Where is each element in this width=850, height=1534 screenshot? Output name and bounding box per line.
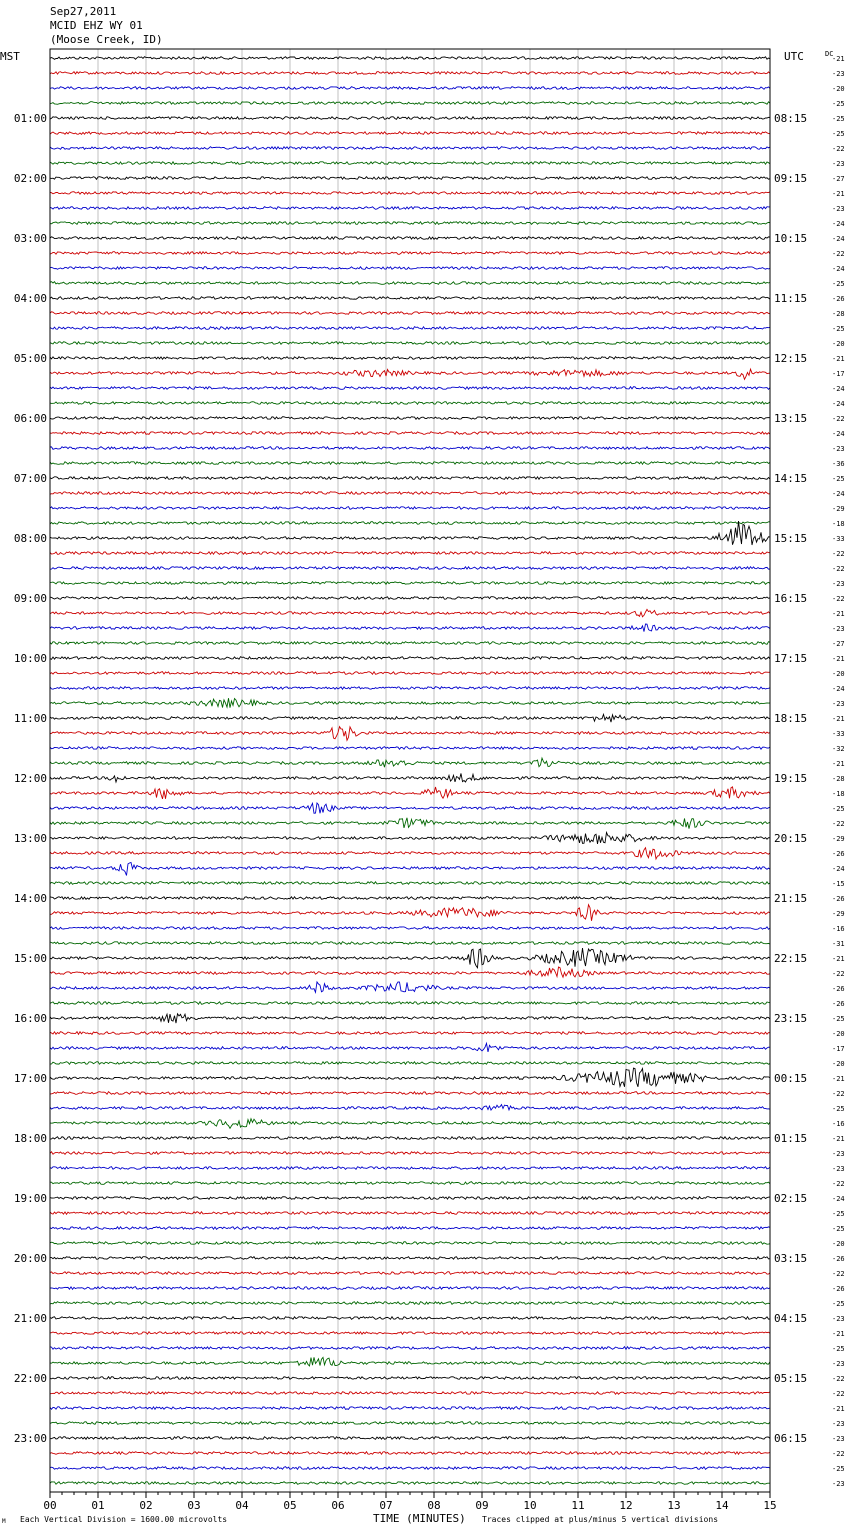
left-hour-label: 19:00 [13,1192,47,1205]
dc-offset-label: -22 [832,415,845,423]
trace-row [50,1068,770,1087]
trace-row [50,609,770,616]
dc-offset-label: -21 [832,1075,845,1083]
trace-row [50,1392,770,1395]
dc-offset-label: -21 [832,355,845,363]
dc-offset-label: -23 [832,1360,845,1368]
dc-offset-label: -23 [832,1420,845,1428]
left-hour-label: 09:00 [13,592,47,605]
x-tick-label: 03 [187,1499,201,1512]
dc-offset-label: -21 [832,760,845,768]
right-hour-label: 01:15 [774,1132,808,1145]
station-location: (Moose Creek, ID) [50,33,163,46]
trace-row [50,818,770,829]
left-hour-label: 13:00 [13,832,47,845]
trace-row [50,357,770,360]
dc-offset-label: -22 [832,1375,845,1383]
dc-offset-label: -22 [832,1270,845,1278]
dc-offset-label: -21 [832,715,845,723]
trace-row [50,1043,770,1052]
right-hour-label: 21:15 [774,892,808,905]
trace-row [50,1014,770,1023]
trace-row [50,1467,770,1470]
x-tick-label: 01 [91,1499,105,1512]
trace-row [50,1227,770,1230]
left-hour-label: 21:00 [13,1312,47,1325]
dc-offset-label: -25 [832,280,845,288]
trace-row [50,1062,770,1065]
trace-row [50,342,770,345]
dc-offset-label: -25 [832,1105,845,1113]
dc-offset-label: -36 [832,460,845,468]
trace-row [50,1272,770,1275]
trace-row [50,642,770,645]
right-hour-label: 18:15 [774,712,808,725]
trace-row [50,1452,770,1455]
left-hour-label: 04:00 [13,292,47,305]
trace-row [50,492,770,495]
dc-offset-label: -22 [832,565,845,573]
station-code: MCID EHZ WY 01 [50,19,143,32]
left-hour-label: 05:00 [13,352,47,365]
minute-gridlines [50,49,770,1492]
trace-row [50,1317,770,1320]
trace-row [50,863,770,876]
dc-offset-label: -23 [832,1165,845,1173]
trace-row [50,967,770,977]
dc-offset-label: -22 [832,1390,845,1398]
dc-offset-label: -32 [832,745,845,753]
right-hour-label: 00:15 [774,1072,808,1085]
trace-row [50,727,770,741]
dc-offset-label: -29 [832,505,845,513]
x-tick-label: 12 [619,1499,633,1512]
x-axis-title: TIME (MINUTES) [373,1512,466,1525]
left-hour-label: 20:00 [13,1252,47,1265]
trace-row [50,1257,770,1260]
dc-offset-label: -20 [832,670,845,678]
right-hour-label: 19:15 [774,772,808,785]
trace-row [50,1347,770,1350]
right-hour-label: 10:15 [774,232,808,245]
dc-offset-label: -16 [832,925,845,933]
dc-offset-label: -25 [832,475,845,483]
dc-offset-label: -26 [832,1000,845,1008]
dc-offset-label: -23 [832,1480,845,1488]
left-timezone-label: MST [0,50,20,63]
right-hour-label: 05:15 [774,1372,808,1385]
x-tick-label: 13 [667,1499,681,1512]
left-hour-label: 03:00 [13,232,47,245]
dc-offset-label: -26 [832,295,845,303]
right-hour-label: 16:15 [774,592,808,605]
left-hour-label: 15:00 [13,952,47,965]
dc-offset-label: -24 [832,220,845,228]
trace-row [50,1137,770,1140]
x-tick-label: 02 [139,1499,153,1512]
dc-offset-label: -17 [832,370,845,378]
left-hour-label: 17:00 [13,1072,47,1085]
trace-row [50,758,770,767]
dc-offset-label: -25 [832,1345,845,1353]
dc-offset-label: -22 [832,145,845,153]
right-hour-label: 03:15 [774,1252,808,1265]
left-hour-label: 12:00 [13,772,47,785]
right-hour-label: 12:15 [774,352,808,365]
axis-labels [14,55,845,1512]
chart-date: Sep27,2011 [50,5,117,18]
dc-offset-label: -25 [832,1300,845,1308]
dc-offset-label: -31 [832,940,845,948]
trace-row [50,1357,770,1366]
trace-row [50,207,770,210]
left-hour-label: 01:00 [13,112,47,125]
trace-row [50,297,770,300]
trace-row [50,222,770,225]
trace-row [50,57,770,60]
dc-offset-label: -21 [832,610,845,618]
trace-row [50,462,770,465]
dc-offset-label: -22 [832,970,845,978]
trace-row [50,192,770,195]
trace-row [50,252,770,255]
dc-offset-label: -24 [832,490,845,498]
x-tick-label: 06 [331,1499,345,1512]
trace-row [50,567,770,570]
seismic-traces [50,57,770,1485]
dc-offset-label: -33 [832,730,845,738]
trace-row [50,714,770,722]
trace-row [50,1119,770,1129]
dc-offset-label: -26 [832,1285,845,1293]
trace-row [50,387,770,390]
trace-row [50,521,770,545]
left-hour-label: 07:00 [13,472,47,485]
dc-offset-label: -24 [832,430,845,438]
dc-offset-label: -25 [832,115,845,123]
trace-row [50,162,770,165]
dc-offset-label: -25 [832,100,845,108]
trace-row [50,507,770,510]
vertical-scale-note: Each Vertical Division = 1600.00 microvolts [20,1515,228,1524]
trace-row [50,402,770,405]
right-timezone-label: UTC [784,50,804,63]
dc-offset-label: -22 [832,250,845,258]
plot-frame [50,49,770,1492]
dc-offset-label: -24 [832,400,845,408]
dc-offset-label: -25 [832,1465,845,1473]
trace-row [50,1212,770,1215]
trace-row [50,369,770,379]
dc-offset-label: -20 [832,1030,845,1038]
dc-offset-label: -21 [832,655,845,663]
dc-offset-label: -24 [832,385,845,393]
x-tick-label: 07 [379,1499,393,1512]
trace-row [50,237,770,240]
right-hour-label: 14:15 [774,472,808,485]
dc-offset-label: -23 [832,625,845,633]
x-tick-label: 11 [571,1499,585,1512]
trace-row [50,1182,770,1185]
dc-offset-label: -25 [832,1210,845,1218]
clipping-note: Traces clipped at plus/minus 5 vertical divisions [482,1515,719,1524]
dc-offset-label: -21 [832,55,845,63]
dc-offset-label: -20 [832,340,845,348]
dc-offset-label: -24 [832,685,845,693]
trace-row [50,87,770,90]
dc-offset-label: -29 [832,910,845,918]
dc-offset-label: -23 [832,70,845,78]
right-hour-label: 06:15 [774,1432,808,1445]
dc-offset-label: -23 [832,445,845,453]
trace-row [50,1407,770,1410]
right-hour-label: 17:15 [774,652,808,665]
dc-offset-label: -23 [832,1435,845,1443]
x-tick-label: 14 [715,1499,729,1512]
right-hour-label: 23:15 [774,1012,808,1025]
dc-offset-label: -23 [832,160,845,168]
dc-offset-label: -23 [832,1315,845,1323]
dc-offset-label: -20 [832,85,845,93]
dc-offset-label: -29 [832,835,845,843]
dc-offset-label: -23 [832,700,845,708]
dc-offset-header: DC [825,50,834,58]
trace-row [50,432,770,435]
left-hour-label: 16:00 [13,1012,47,1025]
trace-row [50,1422,770,1425]
dc-offset-label: -24 [832,235,845,243]
trace-row [50,803,770,813]
trace-row [50,1437,770,1440]
dc-offset-label: -18 [832,790,845,798]
dc-offset-label: -21 [832,1405,845,1413]
dc-offset-label: -22 [832,550,845,558]
x-tick-label: 04 [235,1499,249,1512]
trace-row [50,942,770,945]
dc-offset-label: -26 [832,1255,845,1263]
dc-offset-label: -24 [832,265,845,273]
trace-row [50,117,770,120]
dc-offset-label: -18 [832,520,845,528]
trace-row [50,948,770,968]
dc-offset-label: -22 [832,1450,845,1458]
trace-row [50,672,770,675]
left-hour-label: 10:00 [13,652,47,665]
dc-offset-label: -26 [832,895,845,903]
trace-row [50,477,770,480]
trace-row [50,624,770,632]
left-hour-label: 11:00 [13,712,47,725]
trace-row [50,698,770,708]
trace-row [50,522,770,525]
dc-offset-label: -21 [832,1330,845,1338]
dc-offset-label: -20 [832,1060,845,1068]
trace-row [50,1002,770,1005]
x-tick-label: 08 [427,1499,441,1512]
trace-row [50,312,770,315]
corner-mark: M [2,1518,6,1525]
trace-row [50,1167,770,1170]
trace-row [50,1482,770,1485]
trace-row [50,597,770,600]
dc-offset-label: -23 [832,1150,845,1158]
trace-row [50,773,770,782]
dc-offset-label: -21 [832,190,845,198]
trace-row [50,1332,770,1335]
trace-row [50,552,770,555]
dc-offset-label: -26 [832,850,845,858]
trace-row [50,177,770,180]
trace-row [50,1302,770,1305]
right-hour-label: 22:15 [774,952,808,965]
trace-row [50,882,770,885]
dc-offset-label: -21 [832,955,845,963]
dc-offset-label: -21 [832,1135,845,1143]
x-tick-label: 10 [523,1499,537,1512]
dc-offset-label: -17 [832,1045,845,1053]
dc-offset-label: -16 [832,1120,845,1128]
trace-row [50,848,770,859]
right-hour-label: 09:15 [774,172,808,185]
dc-offset-label: -15 [832,880,845,888]
dc-offset-label: -20 [832,1240,845,1248]
left-hour-label: 02:00 [13,172,47,185]
trace-row [50,1197,770,1200]
dc-offset-label: -22 [832,1090,845,1098]
trace-row [50,417,770,420]
right-hour-label: 02:15 [774,1192,808,1205]
trace-row [50,447,770,450]
trace-row [50,787,770,799]
right-hour-label: 11:15 [774,292,808,305]
dc-offset-label: -33 [832,535,845,543]
trace-row [50,1105,770,1111]
dc-offset-label: -25 [832,130,845,138]
x-tick-label: 05 [283,1499,297,1512]
left-hour-label: 23:00 [13,1432,47,1445]
trace-row [50,1242,770,1245]
dc-offset-label: -25 [832,805,845,813]
x-tick-label: 15 [763,1499,777,1512]
x-tick-label: 09 [475,1499,489,1512]
trace-row [50,747,770,750]
dc-offset-label: -22 [832,820,845,828]
trace-row [50,282,770,285]
dc-offset-label: -28 [832,310,845,318]
dc-offset-label: -24 [832,865,845,873]
left-hour-label: 06:00 [13,412,47,425]
trace-row [50,582,770,585]
right-hour-label: 04:15 [774,1312,808,1325]
right-hour-label: 20:15 [774,832,808,845]
dc-offset-label: -23 [832,205,845,213]
trace-row [50,147,770,150]
trace-row [50,1032,770,1035]
trace-row [50,897,770,900]
dc-offset-label: -26 [832,985,845,993]
dc-offset-label: -22 [832,595,845,603]
dc-offset-label: -27 [832,175,845,183]
dc-offset-label: -28 [832,775,845,783]
trace-row [50,327,770,330]
dc-offset-label: -23 [832,580,845,588]
right-hour-label: 13:15 [774,412,808,425]
trace-row [50,905,770,921]
trace-row [50,1377,770,1380]
trace-row [50,657,770,660]
dc-offset-label: -27 [832,640,845,648]
trace-row [50,1152,770,1155]
trace-row [50,102,770,105]
trace-row [50,687,770,690]
trace-row [50,833,770,844]
trace-row [50,1287,770,1290]
trace-row [50,1092,770,1095]
trace-row [50,982,770,992]
trace-row [50,72,770,75]
right-hour-label: 08:15 [774,112,808,125]
left-hour-label: 22:00 [13,1372,47,1385]
x-tick-label: 00 [43,1499,57,1512]
left-hour-label: 08:00 [13,532,47,545]
dc-offset-label: -25 [832,325,845,333]
dc-offset-label: -22 [832,1180,845,1188]
trace-row [50,132,770,135]
dc-offset-label: -25 [832,1225,845,1233]
right-hour-label: 15:15 [774,532,808,545]
dc-offset-label: -24 [832,1195,845,1203]
left-hour-label: 18:00 [13,1132,47,1145]
trace-row [50,267,770,270]
dc-offset-label: -25 [832,1015,845,1023]
left-hour-label: 14:00 [13,892,47,905]
trace-row [50,927,770,930]
